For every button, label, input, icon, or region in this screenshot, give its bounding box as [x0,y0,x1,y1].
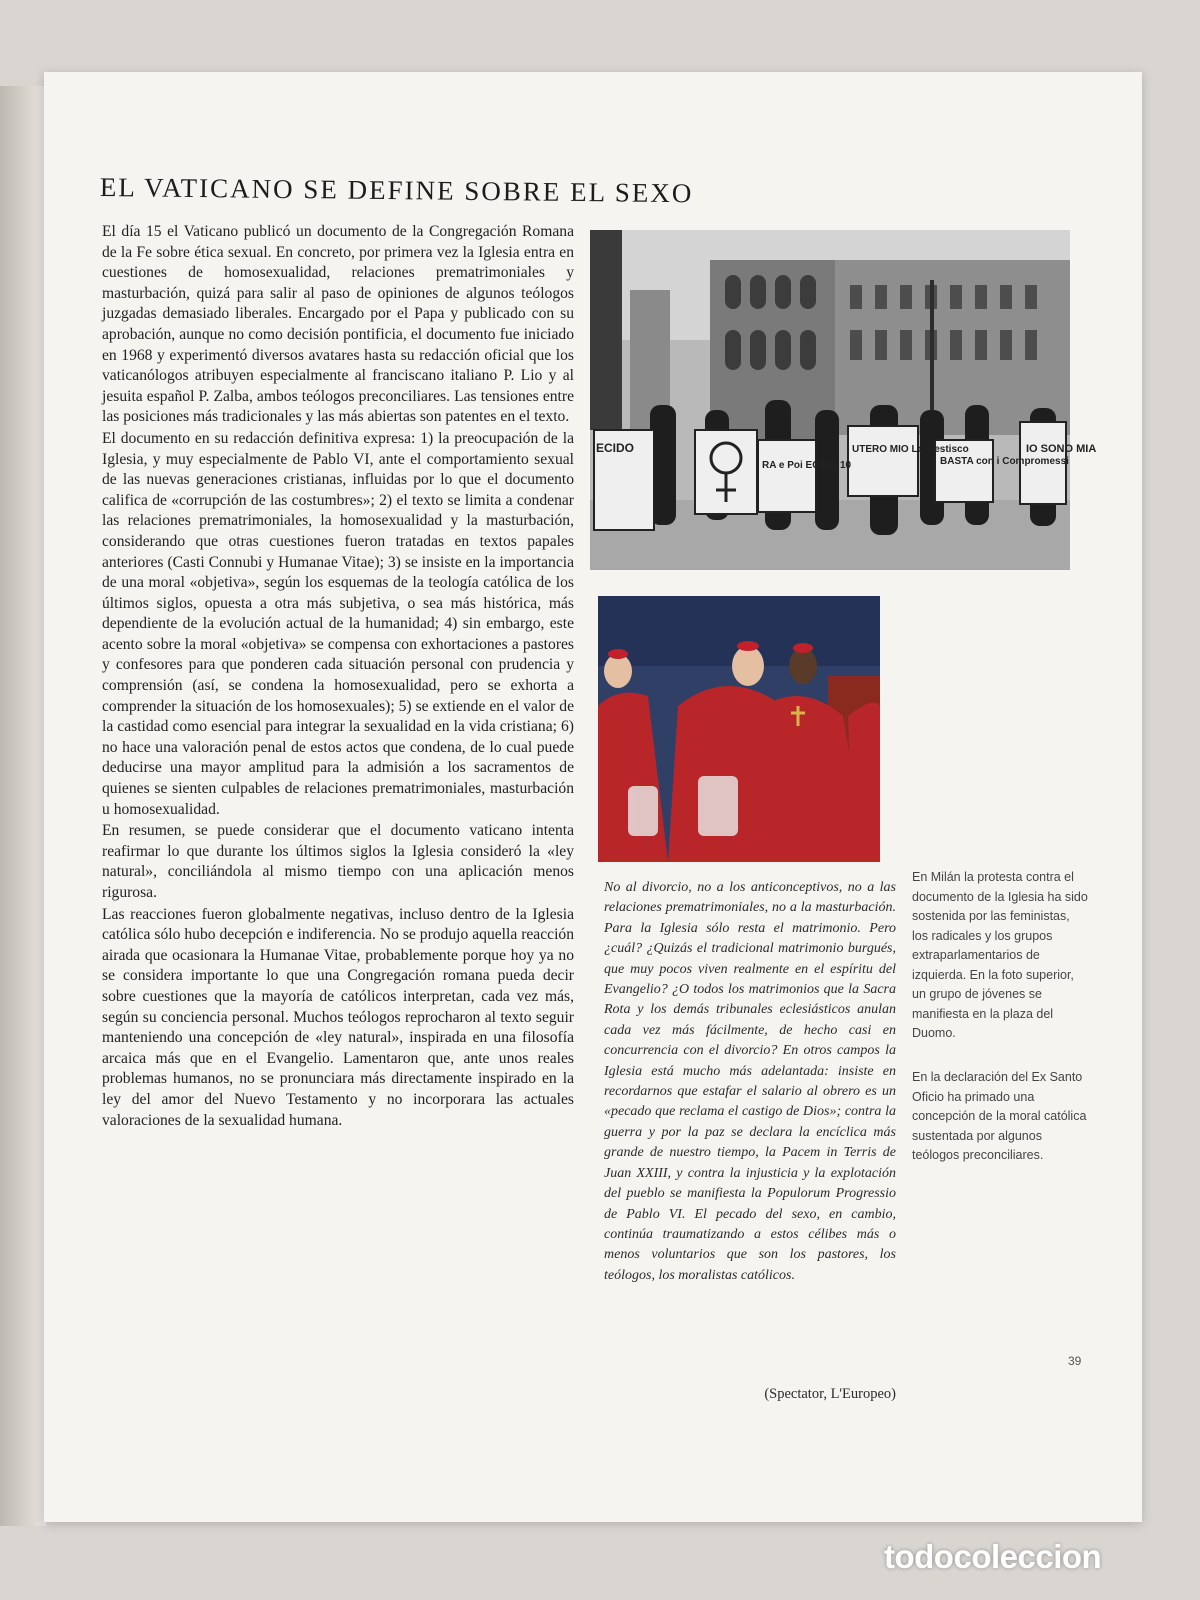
protest-sign-text: BASTA con i Compromessi [940,456,1069,467]
site-watermark: todocoleccion [884,1538,1102,1575]
milan-protest-photo [590,230,1097,570]
article-body [102,222,574,1422]
article-title: EL VATICANO SE DEFINE SOBRE EL SEXO [99,172,694,209]
protest-sign-text: IO SONO MIA [1026,443,1097,455]
protest-sign-text: ECIDO [596,441,635,455]
protest-sign-text: UTERO MIO Lo Gestisco [852,444,969,455]
article-paragraph: Las reacciones fueron globalmente negativas, incluso dentro de la Iglesia católica sólo hubo decepción e indiferencia. No se produjo aquella reacción airada que ocasionara la Humanae Vitae, probablemente porque hoy ya no se considera importante lo que una Congregación romana pueda decir sobre cuestiones que la mayoría de católicos interpretan, cada vez más, según su conciencia personal. Muchos teólogos reprocharon al texto seguir manteniendo una concepción de «ley natural», inspirada en una filosofía arcaica más que en el Evangelio. Lamentaron que, ante unos reales problemas humanos, no se pronunciara más directamente inspirado en la ley del amor del Nuevo Testamento y no incorporara las actuales valoraciones de la sexualidad humana. [102,905,574,1129]
quote-attribution: (Spectator, L'Europeo) [764,1386,896,1402]
article-paragraph: En resumen, se puede considerar que el documento vaticano intenta reafirmar lo que durante los últimos siglos la Iglesia consideró la «ley natural», conciliándola al mismo tiempo con una aplicación menos rigurosa. [102,822,574,901]
page-number: 39 [1068,1354,1082,1368]
vatican-photo-caption: En la declaración del Ex Santo Oficio ha primado una concepción de la moral católica sustentada por algunos teólogos preconciliares. [912,1070,1087,1162]
editorial-quote: No al divorcio, no a los anticonceptivos, no a las relaciones prematrimoniales, no a la masturbación. Para la Iglesia sólo resta el matrimonio. Pero ¿cuál? ¿Quizás el tradicional matrimonio burgués, que muy pocos viven realmente en el espíritu del Evangelio? ¿O todos los matrimonios que la Sacra Rota y los demás tribunales eclesiásticos anulan cada vez más fácilmente, de hecho casi en concurrencia con el divorcio? En otros campos la Iglesia está mucho más adelantada: insiste en recordarnos que estafar el salario al obrero es un «pecado que reclama el castigo de Dios»; contra la guerra y por la paz se declara la encíclica más grande de nuestro tiempo, la Pacem in Terris de Juan XXIII, y contra la injusticia y la explotación del pueblo se manifiesta la Populorum Progressio de Pablo VI. El pecado del sexo, en cambio, continúa traumatizando a estos célibes más o menos voluntarios que son los pastores, los teólogos, los moralistas católicos. [604,880,896,1283]
article-paragraph: El día 15 el Vaticano publicó un documento de la Congregación Romana de la Fe sobre ética sexual. En concreto, por primera vez la Iglesia entra en cuestiones de homosexualidad, relaciones prematrimoniales y masturbación, quizá para salir al paso de opiniones de algunos teólogos juzgadas demasiado liberales. Encargado por el Papa y publicado con su aprobación, aunque no como decisión pontificia, el documento fue iniciado en 1968 y experimentó diversos avatares hasta su redacción oficial que los vaticanólogos atribuyen especialmente al franciscano italiano P. Lio y al jesuita español P. Zalba, ambos teólogos preconciliares. Las tensiones entre las posiciones más tradicionales y las más abiertas son patentes en el texto. [102,223,574,426]
milan-photo-caption: En Milán la protesta contra el documento de la Iglesia ha sido sostenida por las feministas, los radicales y los grupos extraparlamentarios de izquierda. En la foto superior, un grupo de jóvenes se manifiesta en la plaza del Duomo. [912,870,1088,1040]
cardinals-photo [598,596,880,862]
article-paragraph: El documento en su redacción definitiva expresa: 1) la preocupación de la Iglesia, y muy especialmente de Pablo VI, ante el comportamiento sexual de las nuevas generaciones cristianas, influidas por lo que el documento califica de «corrupción de las costumbres»; 2) el texto se limita a condenar las relaciones prematrimoniales, la homosexualidad y la masturbación, considerando que otras cuestiones fueron tratadas en textos papales anteriores (Casti Connubi y Humanae Vitae); 3) se insiste en la importancia de una moral «objetiva», según los esquemas de la teología católica de los últimos siglos, opuesta a otra más subjetiva, o sea más histórica, más dependiente de la evolución actual de la humanidad; 4) sin embargo, este acento sobre la moral «objetiva» se compensa con exhortaciones a pastores y confesores para que ponderen cada situación personal con prudencia y comprensión (así, se condena la homosexualidad, pero se exhorta a comprender la situación de los homosexuales); 5) se extiende en el valor de la castidad como esencial para integrar la sexualidad en la vida cristiana; 6) no hace una valoración penal de estos actos que condena, de lo cual puede deducirse una mayor amplitud para la admisión a los sacramentos de quienes se sienten culpables de relaciones prematrimoniales, masturbación u homosexualidad. [102,429,574,818]
protest-sign-text: RA e Poi ECIDO 10 [762,460,852,471]
book-left-page-edge [0,86,46,1526]
